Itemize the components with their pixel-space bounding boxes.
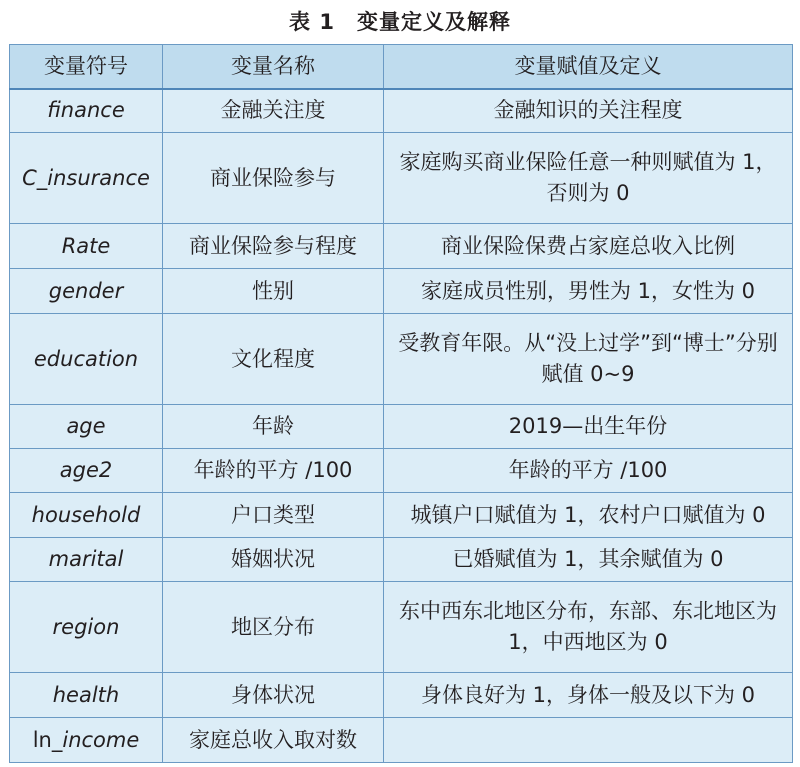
variable-name: 家庭总收入取对数 [163, 718, 384, 763]
variable-definition-table [9, 44, 793, 763]
variable-name: 年龄 [163, 405, 384, 449]
variable-definition: 东中西东北地区分布，东部、东北地区为 1，中西地区为 0 [384, 582, 793, 673]
header-name: 变量名称 [163, 45, 384, 89]
variable-symbol: health [10, 673, 163, 718]
variable-definition [384, 718, 793, 763]
variable-name: 年龄的平方 /100 [163, 449, 384, 493]
table-row [10, 673, 793, 718]
variable-name: 身体状况 [163, 673, 384, 718]
variable-definition: 家庭购买商业保险任意一种则赋值为 1，否则为 0 [384, 133, 793, 224]
header-definition: 变量赋值及定义 [384, 45, 793, 89]
variable-definition: 已婚赋值为 1，其余赋值为 0 [384, 538, 793, 582]
table-caption [0, 0, 800, 44]
variable-definition: 城镇户口赋值为 1，农村户口赋值为 0 [384, 493, 793, 538]
table-number: 表 1 [289, 10, 335, 34]
variable-definition: 2019—出生年份 [384, 405, 793, 449]
table-row [10, 718, 793, 763]
variable-name: 地区分布 [163, 582, 384, 673]
variable-name: 婚姻状况 [163, 538, 384, 582]
variable-definition: 金融知识的关注程度 [384, 89, 793, 133]
table-row [10, 269, 793, 314]
variable-definition: 受教育年限。从“没上过学”到“博士”分别赋值 0~9 [384, 314, 793, 405]
variable-symbol: gender [10, 269, 163, 314]
variable-name: 文化程度 [163, 314, 384, 405]
variable-symbol: age2 [10, 449, 163, 493]
table-row [10, 449, 793, 493]
variable-symbol: education [10, 314, 163, 405]
variable-symbol: household [10, 493, 163, 538]
variable-name: 商业保险参与程度 [163, 224, 384, 269]
variable-definition: 身体良好为 1，身体一般及以下为 0 [384, 673, 793, 718]
table-row [10, 314, 793, 405]
variable-symbol: C_insurance [10, 133, 163, 224]
variable-name: 商业保险参与 [163, 133, 384, 224]
table-title: 变量定义及解释 [356, 10, 511, 34]
variable-symbol [10, 718, 163, 763]
table-row [10, 224, 793, 269]
symbol-suffix: income [62, 727, 140, 752]
table-row [10, 538, 793, 582]
variable-symbol: age [10, 405, 163, 449]
table-row [10, 493, 793, 538]
variable-symbol: region [10, 582, 163, 673]
table-row [10, 405, 793, 449]
variable-symbol: marital [10, 538, 163, 582]
variable-name: 性别 [163, 269, 384, 314]
table-row [10, 133, 793, 224]
variable-definition: 年龄的平方 /100 [384, 449, 793, 493]
table-row [10, 89, 793, 133]
symbol-prefix: ln_ [32, 727, 63, 752]
variable-name: 户口类型 [163, 493, 384, 538]
variable-name: 金融关注度 [163, 89, 384, 133]
variable-definition: 家庭成员性别，男性为 1，女性为 0 [384, 269, 793, 314]
variable-symbol: Rate [10, 224, 163, 269]
table-row [10, 582, 793, 673]
header-symbol: 变量符号 [10, 45, 163, 89]
variable-symbol: finance [10, 89, 163, 133]
header-row [10, 45, 793, 89]
variable-definition: 商业保险保费占家庭总收入比例 [384, 224, 793, 269]
